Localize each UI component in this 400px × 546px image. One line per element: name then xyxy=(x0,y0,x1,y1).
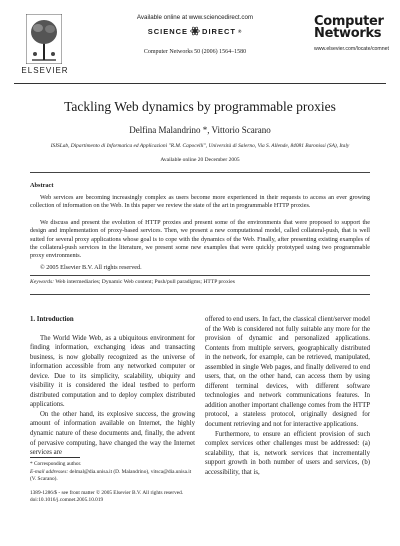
elsevier-tree-icon xyxy=(26,14,62,64)
issn-line: 1389-1286/$ - see front matter © 2005 Elsevier B.V. All rights reserved. xyxy=(30,490,184,496)
email-addresses[interactable]: delmal@dia.unisa.it (D. Malandrino), vitsca@dia.unisa.it (V. Scarano). xyxy=(30,469,192,483)
available-online-text: Available online at www.sciencedirect.com xyxy=(136,14,254,21)
doi-line[interactable]: doi:10.1016/j.comnet.2005.10.019 xyxy=(30,497,104,504)
sciencedirect-left: SCIENCE xyxy=(147,26,189,36)
keywords-divider xyxy=(30,275,370,276)
sciencedirect-atom-icon xyxy=(190,26,200,36)
registered-mark: ® xyxy=(237,28,243,34)
journal-logo-line1: Computer xyxy=(314,14,384,29)
email-label: E-mail addresses: xyxy=(30,469,69,475)
journal-logo-line2: Networks xyxy=(314,26,382,41)
section-heading: 1. Introduction xyxy=(30,316,74,323)
header-center xyxy=(90,14,300,55)
keywords-line xyxy=(30,279,235,285)
article-title: Tackling Web dynamics by programmable proxies xyxy=(64,99,336,114)
abstract-paragraph-1: Web services are becoming increasingly complex as users become more experienced in their requests to access an ever growing collection of information on the Web. In this paper we review the state of the art in programmable HTTP proxies. xyxy=(30,194,370,210)
keywords-label: Keywords: xyxy=(30,279,55,285)
body-divider xyxy=(30,294,370,295)
left-paragraph-1: The World Wide Web, as a ubiquitous environment for finding information, exchanging ideas and transacting business, is now globally recognized as the universe of information accessible from any networked computer or device. Due to its simplicity, scalability, ubiquity and visibility it is considered the ideal testbed to perform distributed computation and to deploy complex distributed applications. xyxy=(30,334,195,409)
journal-url[interactable]: www.elsevier.com/locate/comnet xyxy=(314,46,389,52)
keywords-list: Web intermediaries; Dynamic Web content; Push/pull paradigms; HTTP proxies xyxy=(55,279,235,285)
publisher-name: ELSEVIER xyxy=(21,66,69,75)
article-authors: Delfina Malandrino *, Vittorio Scarano xyxy=(129,125,271,135)
right-column xyxy=(205,315,370,477)
available-date: Available online 20 December 2005 xyxy=(160,157,240,163)
author-affiliation: ISISLab, Dipartimento di Informatica ed Applicazioni "R.M. Capocelli", Università di Salerno, Via S. Allende, 84081 Baronissi (SA), Italy xyxy=(50,143,350,149)
sciencedirect-logo xyxy=(90,25,300,37)
abstract-heading: Abstract xyxy=(30,182,54,189)
header-divider xyxy=(14,83,386,84)
computer-networks-logo xyxy=(314,16,388,52)
left-column xyxy=(30,315,195,458)
left-paragraph-2: On the other hand, its explosive success, the growing amount of information available on Internet, the highly dynamic nature of these documents and, finally, the advent of pervasive computing, have changed the way the Internet services are xyxy=(30,410,195,457)
journal-citation: Computer Networks 50 (2006) 1564–1580 xyxy=(143,49,247,55)
abstract-paragraph-2: We discuss and present the evolution of HTTP proxies and present some of the environments that were proposed to support the design and implementation of proxy-based services. Then, we present a new computational model, called collateral-push, that is well suited for several proxy applications whose goal is to cope with the dynamics of the Web. Finally, after presenting existing examples of the collateral-push services in the literature, we present some new examples that were quickly prototyped using two programmable proxy environments. xyxy=(30,219,370,260)
elsevier-logo xyxy=(14,14,76,80)
email-footnote xyxy=(30,469,195,483)
right-paragraph-1: offered to end users. In fact, the classical client/server model of the Web is considered not fully suitable any more for the provision of dynamic and personalized applications. Contents from multiple servers, geographically distributed in the network, for example, can be retrieved, manipulated, assembled in single Web pages, and finally delivered to end users, that, on the other hand, can access them by using different terminal devices, with different software technologies and network communications features. In addition another important challenge comes from the HTTP protocol, a stateless protocol, originally designed for document retrieving and not for interactive applications. xyxy=(205,316,371,429)
footnote-divider xyxy=(30,457,80,458)
right-paragraph-2: Furthermore, to ensure an efficient provision of such complex services other challenges must be addressed: (a) scalability, that is, network services that incrementally support growth in both number of users and services, (b) accessibility, that is, xyxy=(205,430,370,476)
sciencedirect-right: DIRECT xyxy=(202,26,236,36)
issn-block xyxy=(30,490,183,505)
corresponding-author-note: * Corresponding author. xyxy=(30,461,82,467)
abstract-top-divider xyxy=(30,172,370,173)
abstract-copyright: © 2005 Elsevier B.V. All rights reserved. xyxy=(40,264,142,271)
